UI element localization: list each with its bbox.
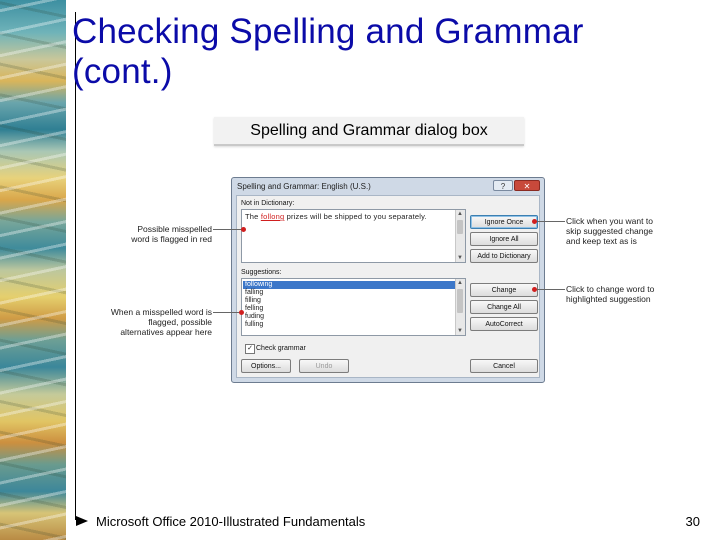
undo-button[interactable]: Undo [299, 359, 349, 373]
slide-title [72, 12, 584, 92]
footer-text: Microsoft Office 2010-Illustrated Fundamentals [96, 514, 366, 529]
callout-ignore: Click when you want to skip suggested change and keep text as is [566, 216, 653, 246]
change-all-button[interactable]: Change All [470, 300, 538, 314]
callout-change: Click to change word to highlighted suggestion [566, 284, 655, 304]
help-icon[interactable]: ? [493, 180, 513, 191]
scroll-down-icon[interactable]: ▼ [457, 255, 463, 261]
check-grammar-checkbox[interactable]: ✓ [245, 344, 255, 354]
close-icon[interactable]: ✕ [514, 180, 540, 191]
callout-change-leader [535, 289, 565, 290]
cancel-button[interactable]: Cancel [470, 359, 538, 373]
footer-arrow-icon [76, 516, 88, 526]
textbox-scrollbar[interactable] [455, 210, 465, 262]
ignore-once-button[interactable]: Ignore Once [470, 215, 538, 229]
scroll-thumb[interactable] [457, 289, 463, 313]
callout-ignore-marker [532, 219, 537, 224]
sentence-after: prizes will be shipped to you separately. [284, 212, 427, 221]
dialog-title: Spelling and Grammar: English (U.S.) [237, 182, 371, 191]
callout-ignore-leader [535, 221, 565, 222]
misspelled-word: follong [260, 212, 285, 221]
callout-alternatives-marker [239, 310, 244, 315]
suggestion-item[interactable]: filling [245, 297, 261, 304]
callout-alternatives: When a misspelled word is flagged, possible alternatives appear here [110, 307, 212, 337]
suggestions-list[interactable] [241, 278, 466, 336]
not-in-dictionary-label: Not in Dictionary: [241, 200, 295, 207]
spelling-grammar-dialog [231, 177, 545, 383]
suggestions-scrollbar[interactable] [455, 279, 465, 335]
callout-misspelled-marker [241, 227, 246, 232]
decorative-paint-strip [0, 0, 66, 540]
add-to-dictionary-button[interactable]: Add to Dictionary [470, 249, 538, 263]
callout-alternatives-leader [213, 312, 241, 313]
suggestion-item-selected[interactable]: following [243, 281, 455, 289]
change-button[interactable]: Change [470, 283, 538, 297]
suggestion-item[interactable]: falling [245, 289, 264, 296]
flagged-sentence [245, 212, 453, 222]
suggestion-item[interactable]: fulling [245, 321, 264, 328]
suggestion-item[interactable]: fuding [245, 313, 265, 320]
options-button[interactable]: Options... [241, 359, 291, 373]
ignore-all-button[interactable]: Ignore All [470, 232, 538, 246]
callout-misspelled: Possible misspelled word is flagged in red [131, 224, 212, 244]
suggestion-item[interactable]: felling [245, 305, 264, 312]
autocorrect-button[interactable]: AutoCorrect [470, 317, 538, 331]
callout-change-marker [532, 287, 537, 292]
scroll-thumb[interactable] [457, 220, 463, 234]
scroll-up-icon[interactable]: ▲ [457, 211, 463, 217]
sentence-before: The [245, 212, 261, 221]
figure-caption: Spelling and Grammar dialog box [214, 117, 524, 146]
check-grammar-label: Check grammar [256, 345, 306, 352]
scroll-down-icon[interactable]: ▼ [457, 328, 463, 334]
dialog-body [236, 195, 540, 378]
callout-misspelled-leader [213, 229, 243, 230]
suggestions-label: Suggestions: [241, 269, 282, 276]
window-controls [493, 180, 540, 191]
scroll-up-icon[interactable]: ▲ [457, 280, 463, 286]
page-number: 30 [685, 514, 700, 529]
slide-title-line-2: (cont.) [72, 52, 173, 91]
slide-title-line-1: Checking Spelling and Grammar [72, 12, 584, 51]
not-in-dictionary-textbox[interactable] [241, 209, 466, 263]
